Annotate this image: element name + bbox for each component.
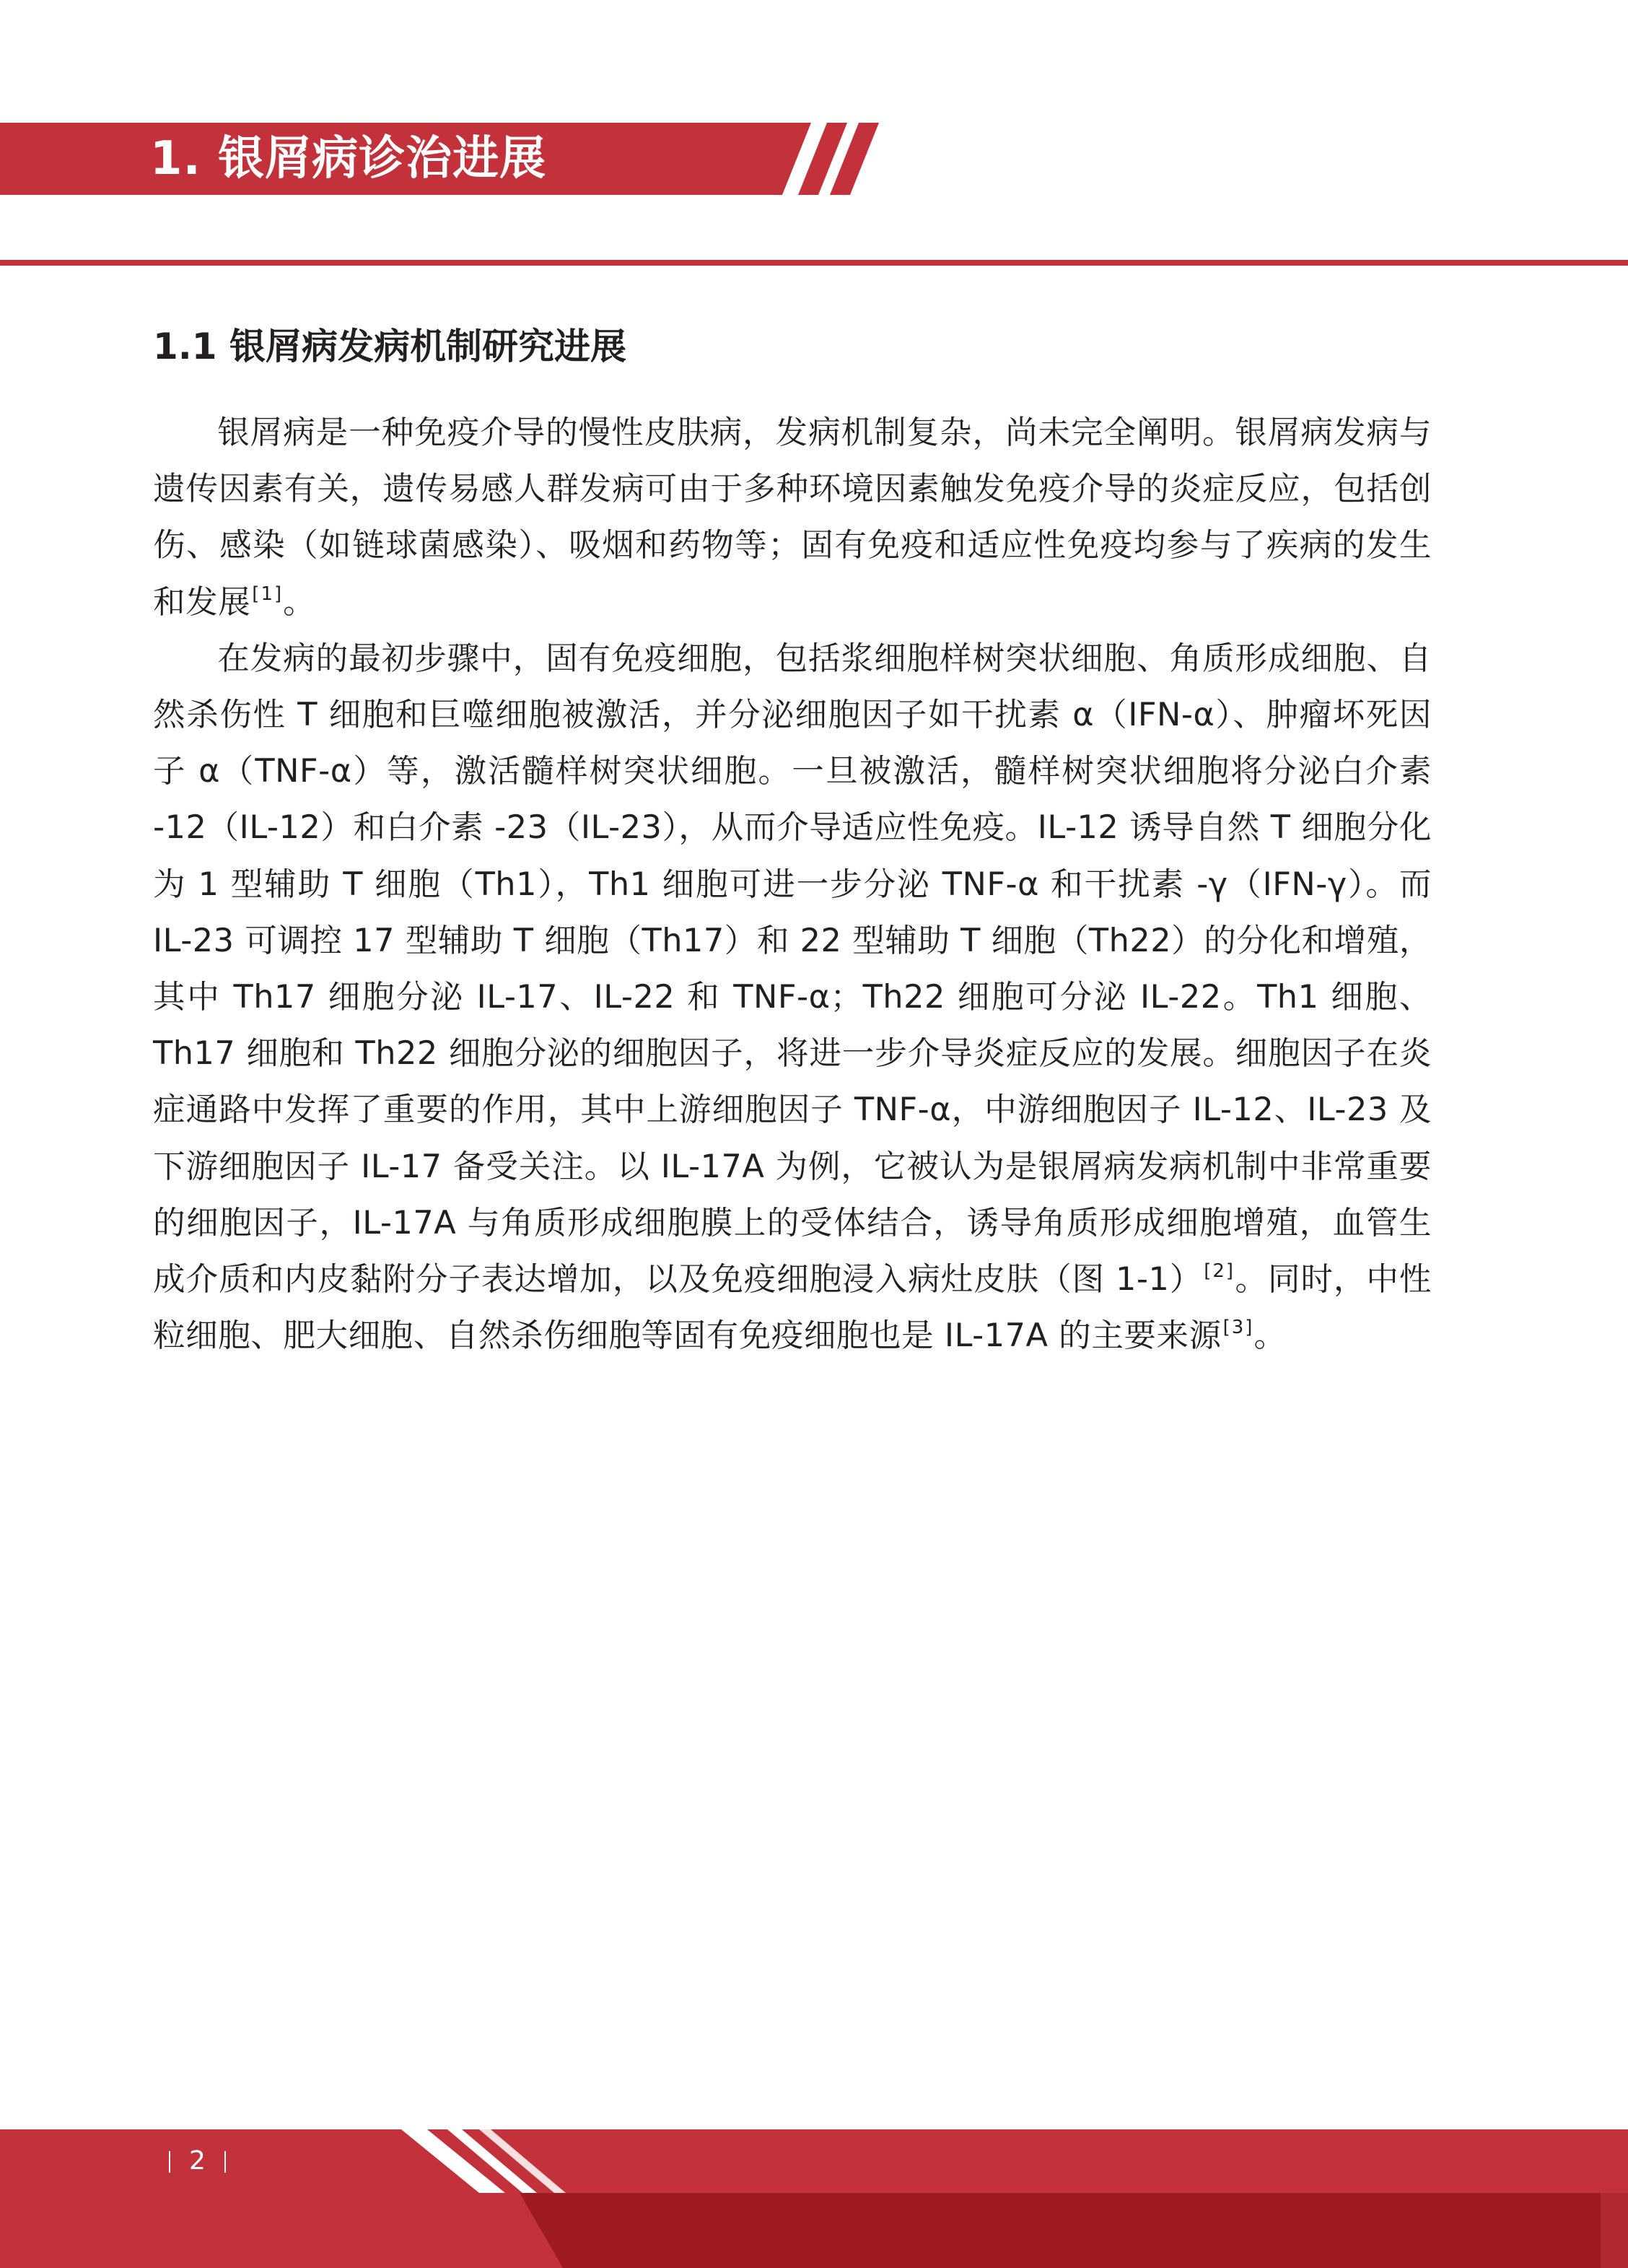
paragraph-2-text-b: 。同时，中性粒细胞、肥大细胞、自然杀伤细胞等固有免疫细胞也是 IL-17A 的主要来源 bbox=[153, 1260, 1432, 1355]
paragraph-1-text: 银屑病是一种免疫介导的慢性皮肤病，发病机制复杂，尚未完全阐明。银屑病发病与遗传因素有关，遗传易感人群发病可由于多种环境因素触发免疫介导的炎症反应，包括创伤、感染（如链球菌感染）、吸烟和药物等；固有免疫和适应性免疫均参与了疾病的发生和发展 bbox=[153, 414, 1432, 621]
paragraph-2-text-a: 在发病的最初步骤中，固有免疫细胞，包括浆细胞样树突状细胞、角质形成细胞、自然杀伤性 T 细胞和巨噬细胞被激活，并分泌细胞因子如干扰素 α（IFN-α）、肿瘤坏死因子 α（TNF-α）等，激活髓样树突状细胞。一旦被激活，髓样树突状细胞将分泌白介素 -12（IL-12）和白介素 -23（IL-23），从而介导适应性免疫。IL-12 诱导自然 T 细胞分化为 1 型辅助 T 细胞（Th1），Th1 细胞可进一步分泌 TNF-α 和干扰素 -γ（IFN-γ）。而 IL-23 可调控 17 型辅助 T 细胞（Th17）和 22 型辅助 T 细胞（Th22）的分化和增殖，其中 Th17 细胞分泌 IL-17、IL-22 和 TNF-α；Th22 细胞可分泌 IL-22。Th1 细胞、Th17 细胞和 Th22 细胞分泌的细胞因子，将进一步介导炎症反应的发展。细胞因子在炎症通路中发挥了重要的作用，其中上游细胞因子 TNF-α，中游细胞因子 IL-12、IL-23 及下游细胞因子 IL-17 备受关注。以 IL-17A 为例，它被认为是银屑病发病机制中非常重要的细胞因子，IL-17A 与角质形成细胞膜上的受体结合，诱导角质形成细胞增殖，血管生成介质和内皮黏附分子表达增加，以及免疫细胞浸入病灶皮肤（图 1-1） bbox=[153, 639, 1432, 1299]
footer-dark-block bbox=[520, 2193, 1628, 2268]
page-number-box bbox=[150, 2140, 245, 2183]
page-footer bbox=[0, 2129, 1628, 2268]
page-number-right-bar bbox=[224, 2151, 226, 2173]
citation-1[interactable]: [1] bbox=[252, 583, 284, 605]
header-divider-rule bbox=[0, 260, 1628, 266]
page-number: 2 bbox=[189, 2146, 206, 2176]
chapter-title: 1. 银屑病诊治进展 bbox=[150, 132, 547, 186]
article-body bbox=[153, 404, 1432, 1364]
section-title: 1.1 银屑病发病机制研究进展 bbox=[153, 326, 626, 367]
footer-edge bbox=[1601, 2193, 1628, 2268]
page-number-left-bar bbox=[169, 2151, 170, 2173]
chapter-banner bbox=[0, 0, 1628, 274]
citation-3[interactable]: [3] bbox=[1222, 1317, 1254, 1339]
citation-2[interactable]: [2] bbox=[1204, 1260, 1235, 1283]
paragraph-1-end: 。 bbox=[283, 583, 316, 621]
paragraph-2-end: 。 bbox=[1253, 1317, 1287, 1355]
paragraph-1 bbox=[153, 404, 1432, 630]
paragraph-2 bbox=[153, 630, 1432, 1364]
